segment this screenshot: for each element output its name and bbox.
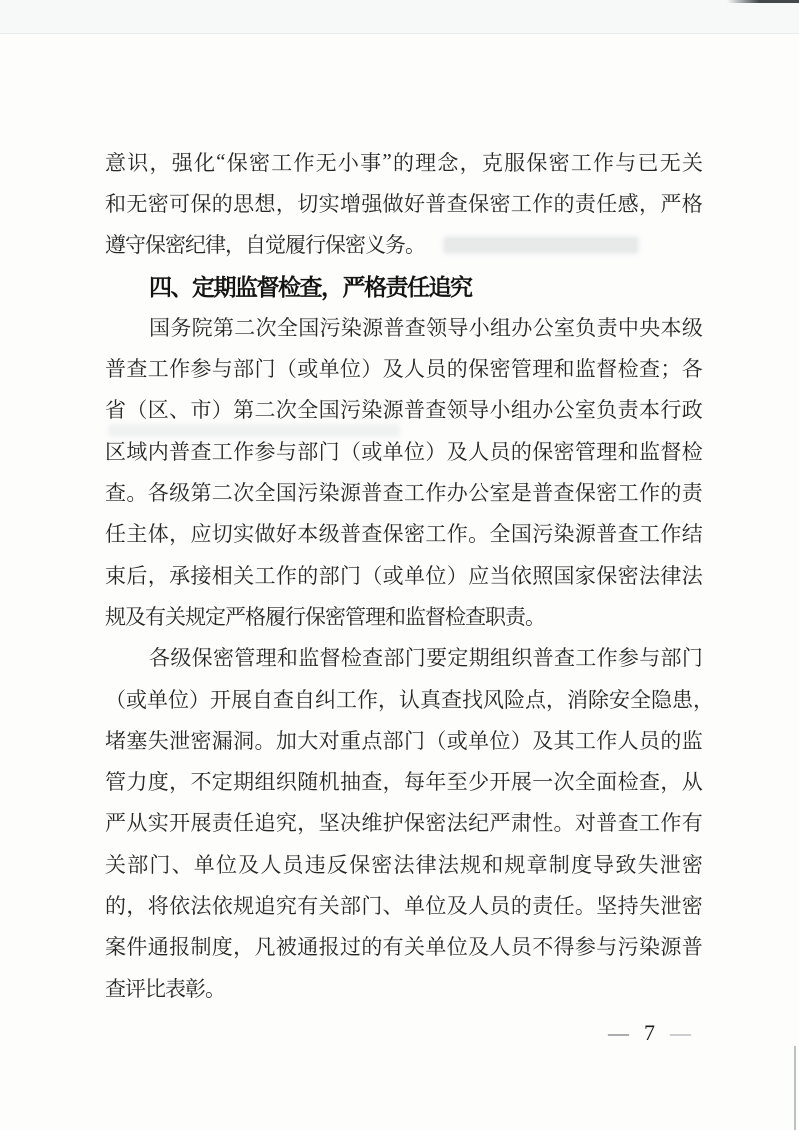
page-number: [608, 1020, 691, 1046]
text-line: 意 识 ， 强 化 “ 保 密 工 作 无 小 事 ” 的 理 念 ， 克 服 保 密 工 作 与 已 无 关: [105, 149, 703, 175]
text-line: 查 。 各 级 第 二 次 全 国 污 染 源 普 查 工 作 办 公 室 是 普 查 保 密 工 作 的 责: [105, 481, 703, 506]
text-line: （ 或 单 位 ） 开 展 自 查 自 纠 工 作 ， 认 真 查 找 风 险 点 ， 消 除 安 全 隐 患 ，: [105, 687, 714, 712]
paragraph-supervision-bodies: [105, 306, 703, 636]
text-line: 规及有关规定严格履行保密管理和监督检查职责。: [105, 604, 545, 629]
bleed-through-ghost: [108, 424, 400, 437]
text-line: 堵 塞 失 泄 密 漏 洞 。 加 大 对 重 点 部 门 （ 或 单 位 ） 及 其 工 作 人 员 的 监: [105, 728, 703, 753]
page-number-dash-left: —: [608, 1020, 629, 1045]
text-line: 区 域 内 普 查 工 作 参 与 部 门 （ 或 单 位 ） 及 人 员 的 保 密 管 理 和 监 督 检: [105, 439, 703, 464]
text-line: 关 部 门 、 单 位 及 人 员 违 反 保 密 法 律 法 规 和 规 章 制 度 导 致 失 泄 密: [105, 852, 703, 877]
text-line: 严 从 实 开 展 责 任 追 究 ， 坚 决 维 护 保 密 法 纪 严 肃 性 。 对 普 查 工 作 有: [105, 811, 703, 836]
text-line: 省 （ 区 、 市 ） 第 二 次 全 国 污 染 源 普 查 领 导 小 组 办 公 室 负 责 本 行 政: [105, 398, 703, 423]
page-number-value: 7: [644, 1020, 655, 1045]
text-line: 的 ， 将 依 法 依 规 追 究 有 关 部 门 、 单 位 及 人 员 的 责 任 。 坚 持 失 泄 密: [105, 893, 703, 918]
bleed-through-ghost: [443, 236, 639, 254]
text-line: 普 查 工 作 参 与 部 门 （ 或 单 位 ） 及 人 员 的 保 密 管 理 和 监 督 检 查 ； 各: [105, 357, 703, 382]
scan-edge-artifact-top: [0, 0, 799, 34]
scan-edge-artifact-right: [794, 1046, 796, 1130]
text-line: 遵守保密纪律，自觉履行保密义务。: [105, 233, 425, 258]
scan-corner-artifact: [727, 0, 799, 3]
section-heading: 四、定期监督检查，严格责任追究: [149, 274, 472, 301]
text-line: 管 力 度 ， 不 定 期 组 织 随 机 抽 查 ， 每 年 至 少 开 展 一 次 全 面 检 查 ， 从: [105, 770, 703, 795]
page-number-dash-right: —: [670, 1020, 691, 1045]
text-line: 和 无 密 可 保 的 思 想 ， 切 实 增 强 做 好 普 查 保 密 工 作 的 责 任 感 ， 严 格: [105, 191, 703, 216]
text-line: 任 主 体 ， 应 切 实 做 好 本 级 普 查 保 密 工 作 。 全 国 污 染 源 普 查 工 作 结: [105, 522, 703, 547]
text-line: 案 件 通 报 制 度 ， 凡 被 通 报 过 的 有 关 单 位 及 人 员 不 得 参 与 污 染 源 普: [105, 935, 703, 960]
text-line: 国 务 院 第 二 次 全 国 污 染 源 普 查 领 导 小 组 办 公 室 负 责 中 央 本 级: [149, 315, 703, 340]
text-line: 查评比表彰。: [105, 976, 225, 1001]
paragraph-inspection-measures: [105, 637, 714, 1009]
document-body: [105, 141, 714, 1008]
text-line: 各 级 保 密 管 理 和 监 督 检 查 部 门 要 定 期 组 织 普 查 工 作 参 与 部 门: [149, 646, 703, 671]
text-line: 束 后 ， 承 接 相 关 工 作 的 部 门 （ 或 单 位 ） 应 当 依 照 国 家 保 密 法 律 法: [105, 563, 703, 588]
